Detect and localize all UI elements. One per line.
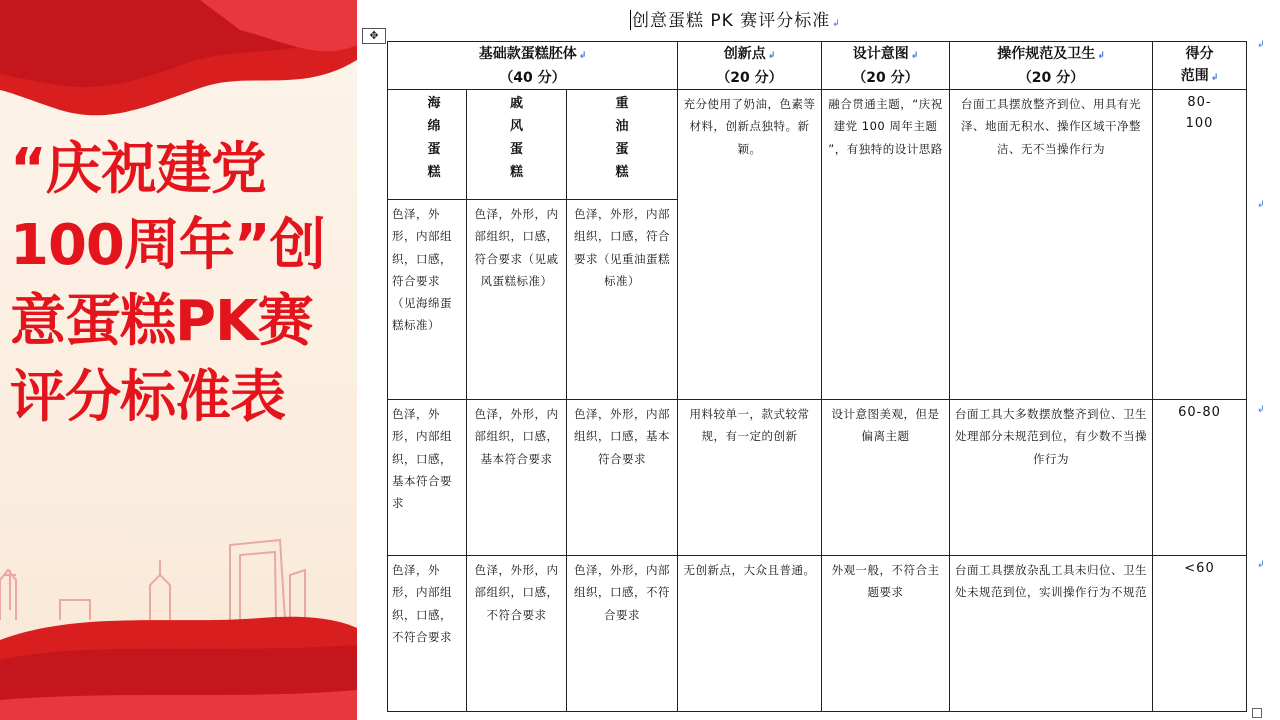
paragraph-mark-icon: ↲	[1257, 560, 1265, 570]
paragraph-mark-icon: ↲	[1257, 200, 1265, 210]
cell-design-3: 外观一般，不符合主题要求	[822, 556, 950, 712]
subheader-chiffon: 戚风蛋糕	[467, 90, 567, 200]
cell-operation-3: 台面工具摆放杂乱工具未归位、卫生处未规范到位，实训操作行为不规范	[950, 556, 1153, 712]
cell-pound-1: 色泽，外形，内部组织，口感，符合要求（见重油蛋糕标准）	[567, 200, 678, 400]
left-banner-panel	[0, 0, 357, 720]
cell-chiffon-1: 色泽，外形，内部组织，口感，符合要求（见戚风蛋糕标准）	[467, 200, 567, 400]
cell-pound-2: 色泽，外形，内部组织，口感，基本符合要求	[567, 400, 678, 556]
cell-operation-2: 台面工具大多数摆放整齐到位、卫生处理部分未规范到位，有少数不当操作行为	[950, 400, 1153, 556]
cell-sponge-3: 色泽，外形，内部组织，口感，不符合要求	[388, 556, 467, 712]
cell-innovation-1: 充分使用了奶油，色素等材料，创新点独特。新颖。	[678, 90, 822, 400]
subheader-sponge: 海绵蛋糕	[388, 90, 467, 200]
paragraph-mark-icon: ↲	[832, 19, 841, 29]
cell-score-1: 80-100	[1153, 90, 1247, 400]
cell-design-1: 融合贯通主题，“庆祝建党 100 周年主题 ”，有独特的设计思路	[822, 90, 950, 400]
cell-score-2: 60-80	[1153, 400, 1247, 556]
table-header-row	[388, 42, 1247, 90]
cell-sponge-2: 色泽，外形，内部组织，口感，基本符合要求	[388, 400, 467, 556]
cell-chiffon-2: 色泽，外形，内部组织，口感，基本符合要求	[467, 400, 567, 556]
table-row	[388, 90, 1247, 200]
header-design: 设计意图 ↲ （20 分）	[822, 42, 950, 90]
header-operation: 操作规范及卫生 ↲ （20 分）	[950, 42, 1153, 90]
table-row	[388, 556, 1247, 712]
table-row	[388, 400, 1247, 556]
cell-sponge-1: 色泽，外形，内部组织，口感，符合要求（见海绵蛋糕标准）	[388, 200, 467, 400]
scoring-table	[387, 41, 1247, 712]
table-resize-handle-icon[interactable]	[1252, 708, 1262, 718]
header-innovation: 创新点 ↲ （20 分）	[678, 42, 822, 90]
paragraph-mark-icon: ↲	[1257, 40, 1265, 50]
text-caret	[630, 10, 631, 30]
header-score-range: 得分 范围 ↲	[1153, 42, 1247, 90]
cell-operation-1: 台面工具摆放整齐到位、用具有光泽、地面无积水、操作区域干净整洁、无不当操作行为	[950, 90, 1153, 400]
cell-score-3: <60	[1153, 556, 1247, 712]
cell-innovation-2: 用料较单一，款式较常规，有一定的创新	[678, 400, 822, 556]
cell-pound-3: 色泽，外形，内部组织，口感，不符合要求	[567, 556, 678, 712]
header-base-cake: 基础款蛋糕胚体 ↲ （40 分）	[388, 42, 678, 90]
subheader-pound: 重油蛋糕	[567, 90, 678, 200]
document-title-text: 创意蛋糕 PK 赛评分标准	[632, 11, 831, 31]
poster-title: “庆祝建党100周年”创意蛋糕PK赛评分标准表	[10, 137, 325, 430]
cell-innovation-3: 无创新点，大众且普通。	[678, 556, 822, 712]
paragraph-mark-icon: ↲	[1257, 405, 1265, 415]
cell-chiffon-3: 色泽，外形，内部组织，口感，不符合要求	[467, 556, 567, 712]
table-move-handle-icon[interactable]: ✥	[362, 28, 386, 44]
cell-design-2: 设计意图美观，但是偏离主题	[822, 400, 950, 556]
document-title	[630, 6, 841, 31]
